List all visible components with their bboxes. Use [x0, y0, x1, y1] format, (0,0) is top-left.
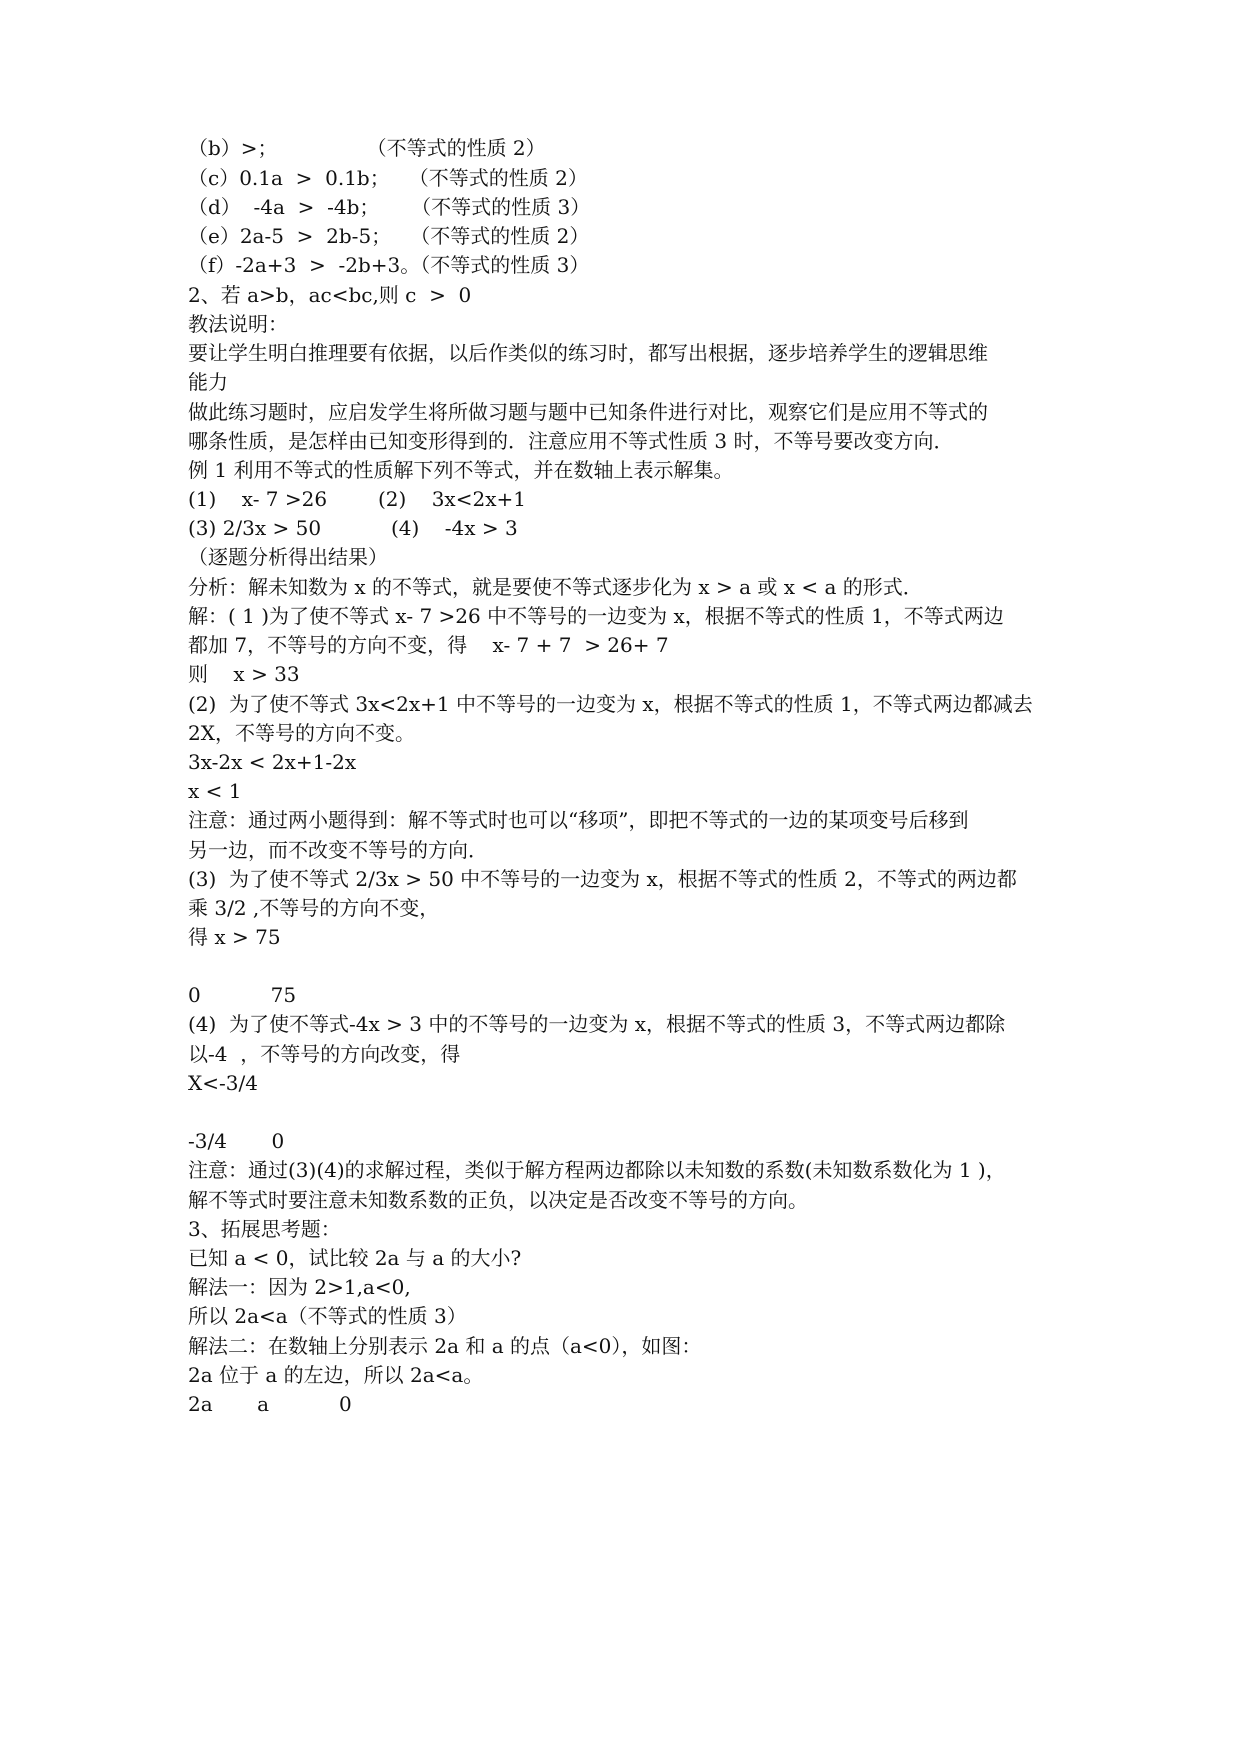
line-42: 2a a 0 [188, 1392, 352, 1416]
line-5: （f）-2a+3 > -2b+3。（不等式的性质 3） [188, 253, 590, 277]
line-34: 注意：通过(3)(4)的求解过程，类似于解方程两边都除以未知数的系数(未知数系数化为 1 )， [188, 1158, 1006, 1182]
line-13: (1) x- 7 >26 (2) 3x<2x+1 [188, 487, 526, 511]
line-39: 所以 2a<a（不等式的性质 3） [188, 1304, 467, 1328]
line-4: （e）2a-5 > 2b-5； （不等式的性质 2） [188, 224, 590, 248]
line-24: 注意：通过两小题得到：解不等式时也可以“移项”，即把不等式的一边的某项变号后移到 [188, 808, 969, 832]
line-23: x < 1 [188, 779, 242, 803]
line-14: (3) 2/3x > 50 (4) -4x > 3 [188, 516, 518, 540]
line-30: (4) 为了使不等式-4x > 3 中的不等号的一边变为 x，根据不等式的性质 3，不等式两边都除 [188, 1012, 1006, 1036]
line-18: 都加 7，不等号的方向不变，得 x- 7 + 7 > 26+ 7 [188, 633, 669, 657]
line-28: 得 x > 75 [188, 925, 281, 949]
line-12: 例 1 利用不等式的性质解下列不等式，并在数轴上表示解集。 [188, 458, 734, 482]
line-32: X<-3/4 [188, 1071, 258, 1095]
line-17: 解：( 1 )为了使不等式 x- 7 >26 中不等号的一边变为 x，根据不等式的性质 1，不等式两边 [188, 604, 1004, 628]
line-26: (3) 为了使不等式 2/3x > 50 中不等号的一边变为 x，根据不等式的性质 2，不等式的两边都 [188, 867, 1017, 891]
line-1: （b）>； （不等式的性质 2） [188, 136, 546, 160]
line-35: 解不等式时要注意未知数系数的正负，以决定是否改变不等号的方向。 [188, 1188, 808, 1212]
line-37: 已知 a < 0，试比较 2a 与 a 的大小? [188, 1246, 522, 1270]
line-33: -3/4 0 [188, 1129, 285, 1153]
line-15: （逐题分析得出结果） [188, 545, 388, 569]
line-40: 解法二：在数轴上分别表示 2a 和 a 的点（a<0），如图： [188, 1334, 702, 1358]
line-7: 教法说明： [188, 312, 288, 336]
line-29: 0 75 [188, 983, 297, 1007]
line-16: 分析：解未知数为 x 的不等式，就是要使不等式逐步化为 x > a 或 x < a 的形式． [188, 575, 923, 599]
line-2: （c）0.1a > 0.1b； （不等式的性质 2） [188, 166, 588, 190]
line-27: 乘 3/2 ,不等号的方向不变， [188, 896, 440, 920]
line-36: 3、拓展思考题： [188, 1217, 341, 1241]
line-10: 做此练习题时，应启发学生将所做习题与题中已知条件进行对比，观察它们是应用不等式的 [188, 400, 988, 424]
line-6: 2、若 a>b，ac<bc,则 c > 0 [188, 283, 472, 307]
line-20: (2) 为了使不等式 3x<2x+1 中不等号的一边变为 x，根据不等式的性质 1，不等式两边都减去 [188, 692, 1033, 716]
line-8: 要让学生明白推理要有依据，以后作类似的练习时，都写出根据，逐步培养学生的逻辑思维 [188, 341, 988, 365]
line-38: 解法一：因为 2>1,a<0, [188, 1275, 411, 1299]
line-11: 哪条性质，是怎样由已知变形得到的．注意应用不等式性质 3 时，不等号要改变方向． [188, 429, 954, 453]
line-21: 2X，不等号的方向不变。 [188, 721, 415, 745]
line-41: 2a 位于 a 的左边，所以 2a<a。 [188, 1363, 484, 1387]
line-31: 以-4 ，不等号的方向改变，得 [188, 1042, 461, 1066]
line-25: 另一边，而不改变不等号的方向． [188, 838, 488, 862]
line-19: 则 x > 33 [188, 662, 300, 686]
line-3: （d） -4a > -4b； （不等式的性质 3） [188, 195, 591, 219]
line-22: 3x-2x < 2x+1-2x [188, 750, 357, 774]
line-9: 能力 [188, 370, 228, 394]
